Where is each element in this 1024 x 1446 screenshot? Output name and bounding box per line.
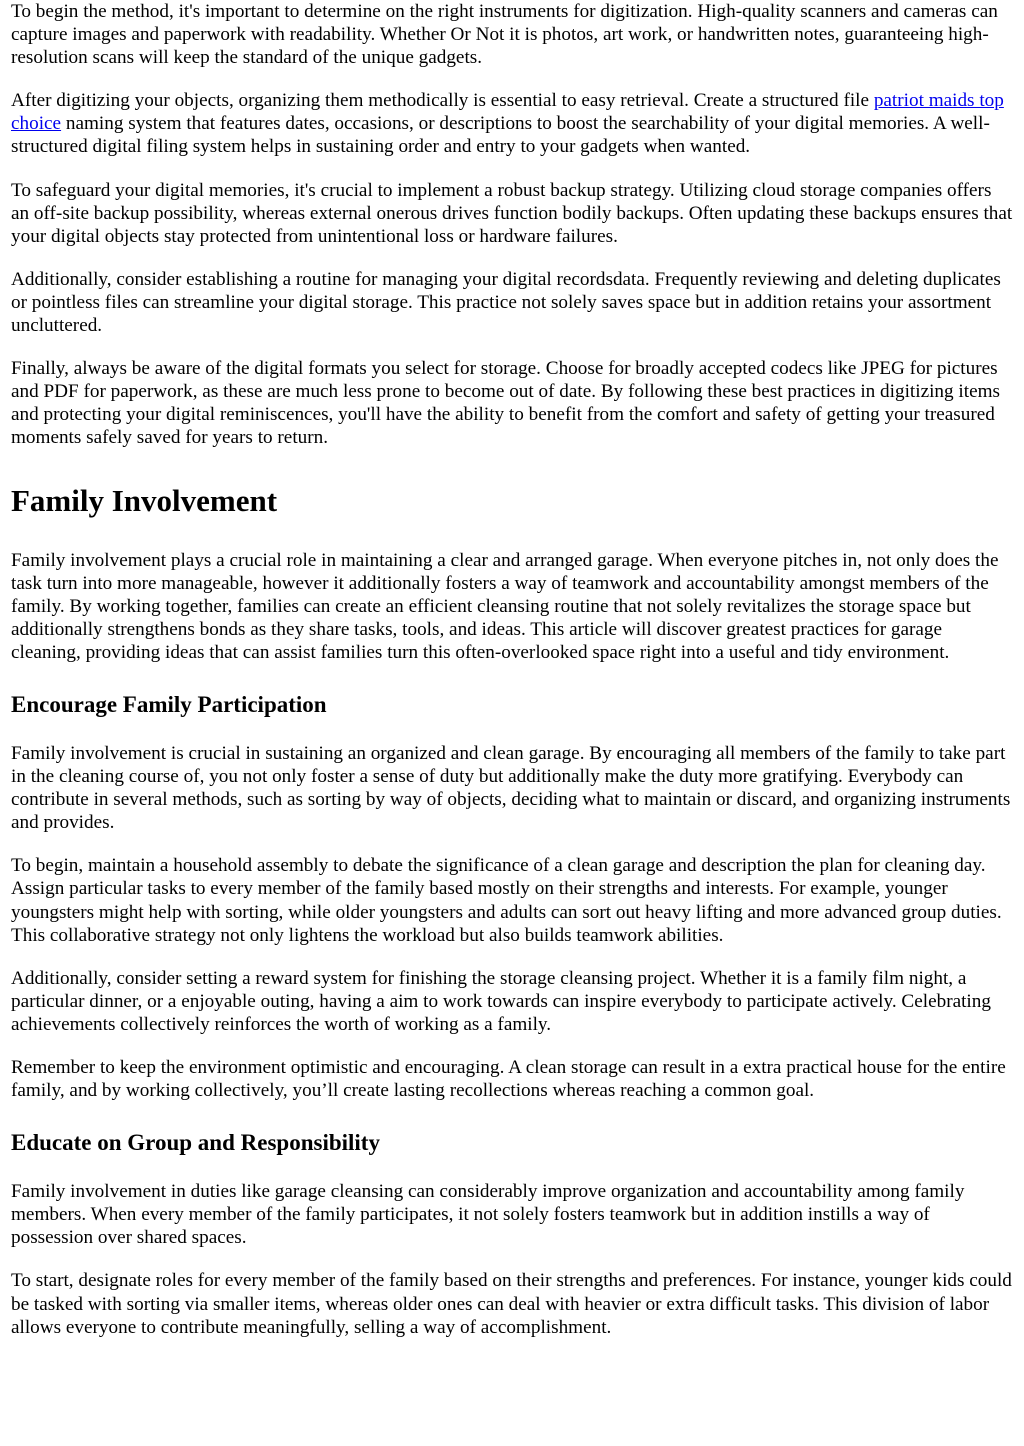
encourage-paragraph-3: Additionally, consider setting a reward system for finishing the storage cleansing project. Whether it is a family film night, a particular dinner, or a enjoyable outing, having a aim to work towards can inspire everybody to participate actively. Celebrating achievements collectively reinforces the worth of working as a family.	[11, 967, 991, 1035]
family-involvement-paragraph: Family involvement plays a crucial role in maintaining a clear and arranged garage. When everyone pitches in, not only does the task turn into more manageable, however it additionally fosters a way of teamwork and accountability amongst members of the family. By working together, families can create an efficient cleansing routine that not solely revitalizes the storage space but additionally strengthens bonds as they share tasks, tools, and ideas. This article will discover greatest practices for garage cleaning, providing ideas that can assist families turn this often-overlooked space right into a useful and tidy environment.	[11, 549, 999, 663]
encourage-paragraph-4: Remember to keep the environment optimistic and encouraging. A clean storage can result in a extra practical house for the entire family, and by working collectively, you’ll create lasting recollections whereas reaching a common goal.	[11, 1057, 1006, 1102]
paragraph-text: After digitizing your objects, organizing them methodically is essential to easy retrieval. Create a structured file	[11, 90, 874, 112]
encourage-participation-heading: Encourage Family Participation	[11, 691, 327, 717]
educate-paragraph-1: Family involvement in duties like garage cleansing can considerably improve organization and accountability among family members. When every member of the family participates, it not solely fosters teamwork but in addition instills a way of possession over shared spaces.	[11, 1181, 965, 1249]
encourage-paragraph-1: Family involvement is crucial in sustaining an organized and clean garage. By encouraging all members of the family to take part in the cleaning course of, you not only foster a sense of duty but additionally make the duty more gratifying. Everybody can contribute in several methods, such as sorting by way of objects, deciding what to maintain or discard, and organizing instruments and provides.	[11, 742, 1011, 834]
intro-paragraph-2	[11, 89, 1013, 158]
educate-paragraph-2: To start, designate roles for every member of the family based on their strengths and preferences. For instance, younger kids could be tasked with sorting via smaller items, whereas older ones can deal with heavier or extra difficult tasks. This division of labor allows everyone to contribute meaningfully, selling a way of accomplishment.	[11, 1270, 1012, 1338]
intro-paragraph-3: To safeguard your digital memories, it's crucial to implement a robust backup strategy. Utilizing cloud storage companies offers an off-site backup possibility, whereas external onerous drives function bodily backups. Often updating these backups ensures that your digital objects stay protected from unintentional loss or hardware failures.	[11, 179, 1013, 247]
educate-responsibility-heading: Educate on Group and Responsibility	[11, 1130, 380, 1156]
paragraph-text: naming system that features dates, occasions, or descriptions to boost the searchability of your digital memories. A well-structured digital filing system helps in sustaining order and entry to your gadgets when wanted.	[11, 113, 990, 158]
intro-paragraph-4: Additionally, consider establishing a routine for managing your digital recordsdata. Frequently reviewing and deleting duplicates or pointless files can streamline your digital storage. This practice not solely saves space but in addition retains your assortment uncluttered.	[11, 268, 1001, 337]
encourage-paragraph-2: To begin, maintain a household assembly to debate the significance of a clean garage and description the plan for cleaning day. Assign particular tasks to every member of the family based mostly on their strengths and interests. For example, younger youngsters might help with sorting, while older youngsters and adults can sort out heavy lifting and more advanced group duties. This collaborative strategy not only lightens the workload but also builds teamwork abilities.	[11, 855, 1002, 946]
intro-paragraph-1: To begin the method, it's important to determine on the right instruments for digitization. High-quality scanners and cameras can capture images and paperwork with readability. Whether Or Not it is photos, art work, or handwritten notes, guaranteeing high-resolution scans will keep the standard of the unique gadgets.	[11, 1, 998, 69]
patriot-maids-link[interactable]: patriot maids top choice	[11, 90, 1004, 135]
family-involvement-heading: Family Involvement	[11, 482, 278, 518]
intro-paragraph-5: Finally, always be aware of the digital formats you select for storage. Choose for broadly accepted codecs like JPEG for pictures and PDF for paperwork, as these are much less prone to become out of date. By following these best practices in digitizing items and protecting your digital reminiscences, you'll have the ability to benefit from the comfort and safety of getting your treasured moments safely saved for years to return.	[11, 358, 1000, 449]
